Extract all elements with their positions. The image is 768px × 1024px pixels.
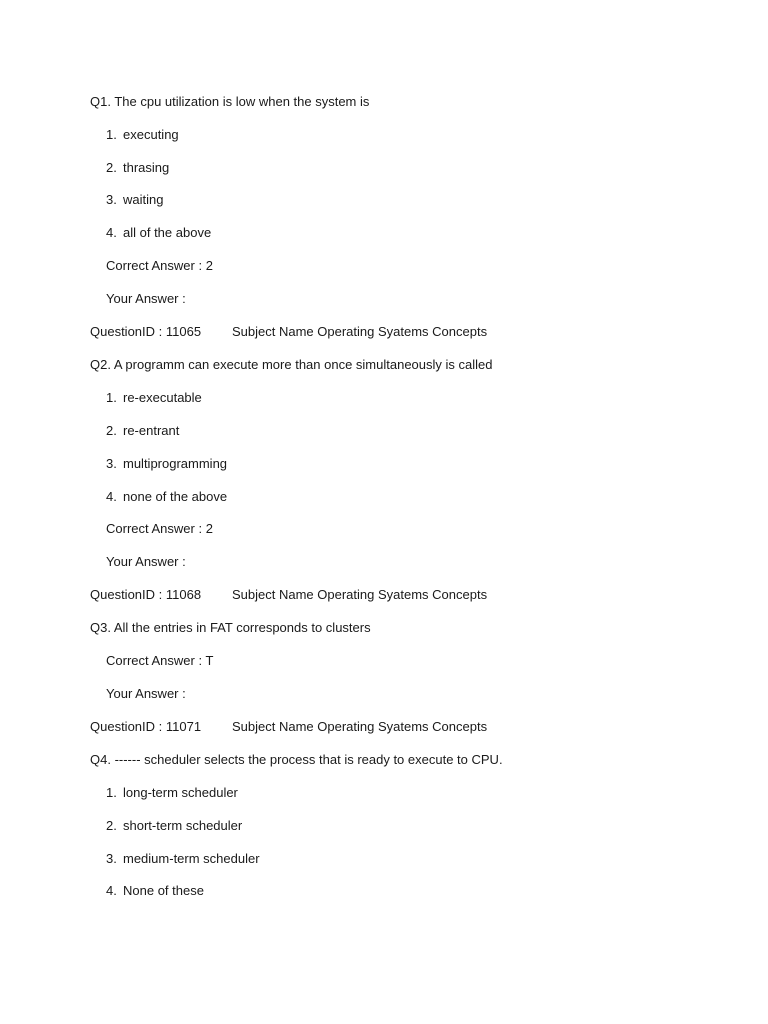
option-number: 1. <box>106 127 117 142</box>
question-3-text: Q3. All the entries in FAT corresponds to clusters <box>90 620 371 635</box>
question-4-option-2 <box>106 818 242 834</box>
question-3-correct-answer: Correct Answer : T <box>106 653 214 668</box>
question-4-option-4 <box>106 883 204 899</box>
subject-name: Subject Name Operating Syatems Concepts <box>232 324 488 339</box>
option-text: re-entrant <box>123 423 180 438</box>
option-text: medium-term scheduler <box>123 851 260 866</box>
question-1-option-3 <box>106 192 163 208</box>
question-1-option-1 <box>106 127 179 143</box>
option-text: none of the above <box>123 489 228 504</box>
question-2-option-1 <box>106 390 202 406</box>
option-text: short-term scheduler <box>123 818 243 833</box>
option-text: long-term scheduler <box>123 785 238 800</box>
question-id: QuestionID : 11065 <box>90 324 202 339</box>
question-2-option-3 <box>106 456 227 472</box>
question-2-option-4 <box>106 489 227 505</box>
option-text: waiting <box>123 192 164 207</box>
option-number: 4. <box>106 883 117 898</box>
question-4-text: Q4. ------ scheduler selects the process that is ready to execute to CPU. <box>90 752 503 767</box>
option-text: None of these <box>123 883 204 898</box>
option-number: 3. <box>106 192 117 207</box>
question-id: QuestionID : 11071 <box>90 719 202 734</box>
question-id: QuestionID : 11068 <box>90 587 202 602</box>
question-2-correct-answer: Correct Answer : 2 <box>106 521 213 536</box>
option-text: thrasing <box>123 160 170 175</box>
question-2-your-answer: Your Answer : <box>106 554 186 569</box>
question-2-meta <box>90 587 488 603</box>
question-2-option-2 <box>106 423 179 439</box>
option-number: 2. <box>106 160 117 175</box>
option-number: 1. <box>106 785 117 800</box>
option-text: executing <box>123 127 179 142</box>
option-text: multiprogramming <box>123 456 228 471</box>
question-1-text: Q1. The cpu utilization is low when the system is <box>90 94 370 109</box>
option-number: 2. <box>106 423 117 438</box>
option-text: all of the above <box>123 225 212 240</box>
option-number: 3. <box>106 456 117 471</box>
question-1-correct-answer: Correct Answer : 2 <box>106 258 213 273</box>
question-1-meta <box>90 324 488 340</box>
option-number: 3. <box>106 851 117 866</box>
option-text: re-executable <box>123 390 202 405</box>
subject-name: Subject Name Operating Syatems Concepts <box>232 719 488 734</box>
option-number: 1. <box>106 390 117 405</box>
option-number: 4. <box>106 489 117 504</box>
question-4-option-1 <box>106 785 238 801</box>
subject-name: Subject Name Operating Syatems Concepts <box>232 587 488 602</box>
question-4-option-3 <box>106 851 260 867</box>
question-1-option-2 <box>106 160 169 176</box>
question-2-text: Q2. A programm can execute more than once simultaneously is called <box>90 357 493 372</box>
question-1-your-answer: Your Answer : <box>106 291 186 306</box>
option-number: 2. <box>106 818 117 833</box>
option-number: 4. <box>106 225 117 240</box>
question-3-your-answer: Your Answer : <box>106 686 186 701</box>
question-1-option-4 <box>106 225 211 241</box>
question-3-meta <box>90 719 488 735</box>
